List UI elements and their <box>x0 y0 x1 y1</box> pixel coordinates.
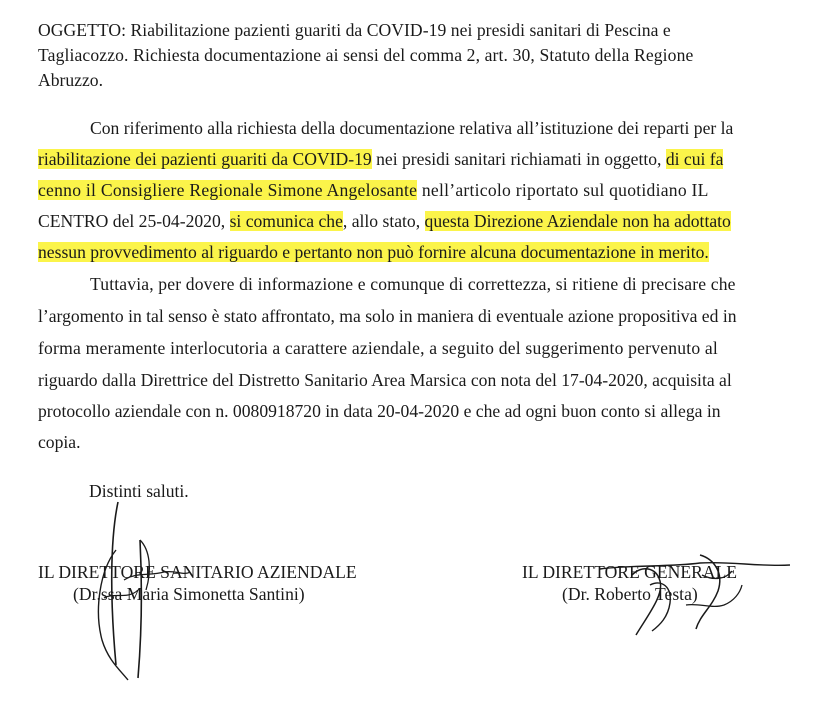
paragraph1-line-4-text-b: , allo stato, <box>342 211 425 231</box>
paragraph1-line-4-text-a: CENTRO del 25-04-2020, <box>38 211 230 231</box>
subject-line-3: Abruzzo. <box>38 70 103 90</box>
highlight-riabilitazione: riabilitazione dei pazienti guariti da COVID-19 <box>38 149 372 169</box>
paragraph1-line-3 <box>38 179 709 201</box>
paragraph1-line-1: Con riferimento alla richiesta della documentazione relativa all’istituzione dei reparti per la <box>90 118 734 138</box>
paragraph1-line-5 <box>38 241 709 263</box>
paragraph2-line-3: forma meramente interlocutoria a carattere aziendale, a seguito del suggerimento pervenuto al <box>38 338 719 358</box>
paragraph2-line-2: l’argomento in tal senso è stato affrontato, ma solo in maniera di eventuale azione propositiva ed in <box>38 306 737 326</box>
subject-line-2: Tagliacozzo. Richiesta documentazione ai sensi del comma 2, art. 30, Statuto della Regione <box>38 45 694 65</box>
left-signatory-name: (Dr.ssa Maria Simonetta Santini) <box>73 584 305 604</box>
paragraph2-line-4: riguardo dalla Direttrice del Distretto Sanitario Area Marsica con nota del 17-04-2020, acquisita al <box>38 370 732 390</box>
closing-greeting: Distinti saluti. <box>89 481 189 501</box>
paragraph1-line-3-text: nell’articolo riportato sul quotidiano IL <box>417 180 709 200</box>
left-signatory-title: IL DIRETTORE SANITARIO AZIENDALE <box>38 562 357 582</box>
paragraph2-line-6: copia. <box>38 432 81 452</box>
paragraph1-line-2-text: nei presidi sanitari richiamati in oggetto, <box>371 149 666 169</box>
highlight-consigliere: cenno il Consigliere Regionale Simone Angelosante <box>38 180 418 200</box>
right-signatory-name: (Dr. Roberto Testa) <box>562 584 698 604</box>
subject-line-1: OGGETTO: Riabilitazione pazienti guariti da COVID-19 nei presidi sanitari di Pescina e <box>38 20 671 40</box>
paragraph2-line-1: Tuttavia, per dovere di informazione e comunque di correttezza, si ritiene di precisare che <box>90 274 736 294</box>
paragraph1-line-4 <box>38 210 731 232</box>
highlight-si-comunica: si comunica che <box>229 211 343 231</box>
highlight-di-cui-fa: di cui fa <box>665 149 724 169</box>
highlight-nessun-provvedimento: nessun provvedimento al riguardo e pertanto non può fornire alcuna documentazione in merito. <box>38 242 709 262</box>
right-signatory-title: IL DIRETTORE GENERALE <box>522 562 737 582</box>
highlight-direzione: questa Direzione Aziendale non ha adottato <box>424 211 731 231</box>
paragraph1-line-2 <box>38 148 723 170</box>
paragraph2-line-5: protocollo aziendale con n. 0080918720 in data 20-04-2020 e che ad ogni buon conto si allega in <box>38 401 721 421</box>
